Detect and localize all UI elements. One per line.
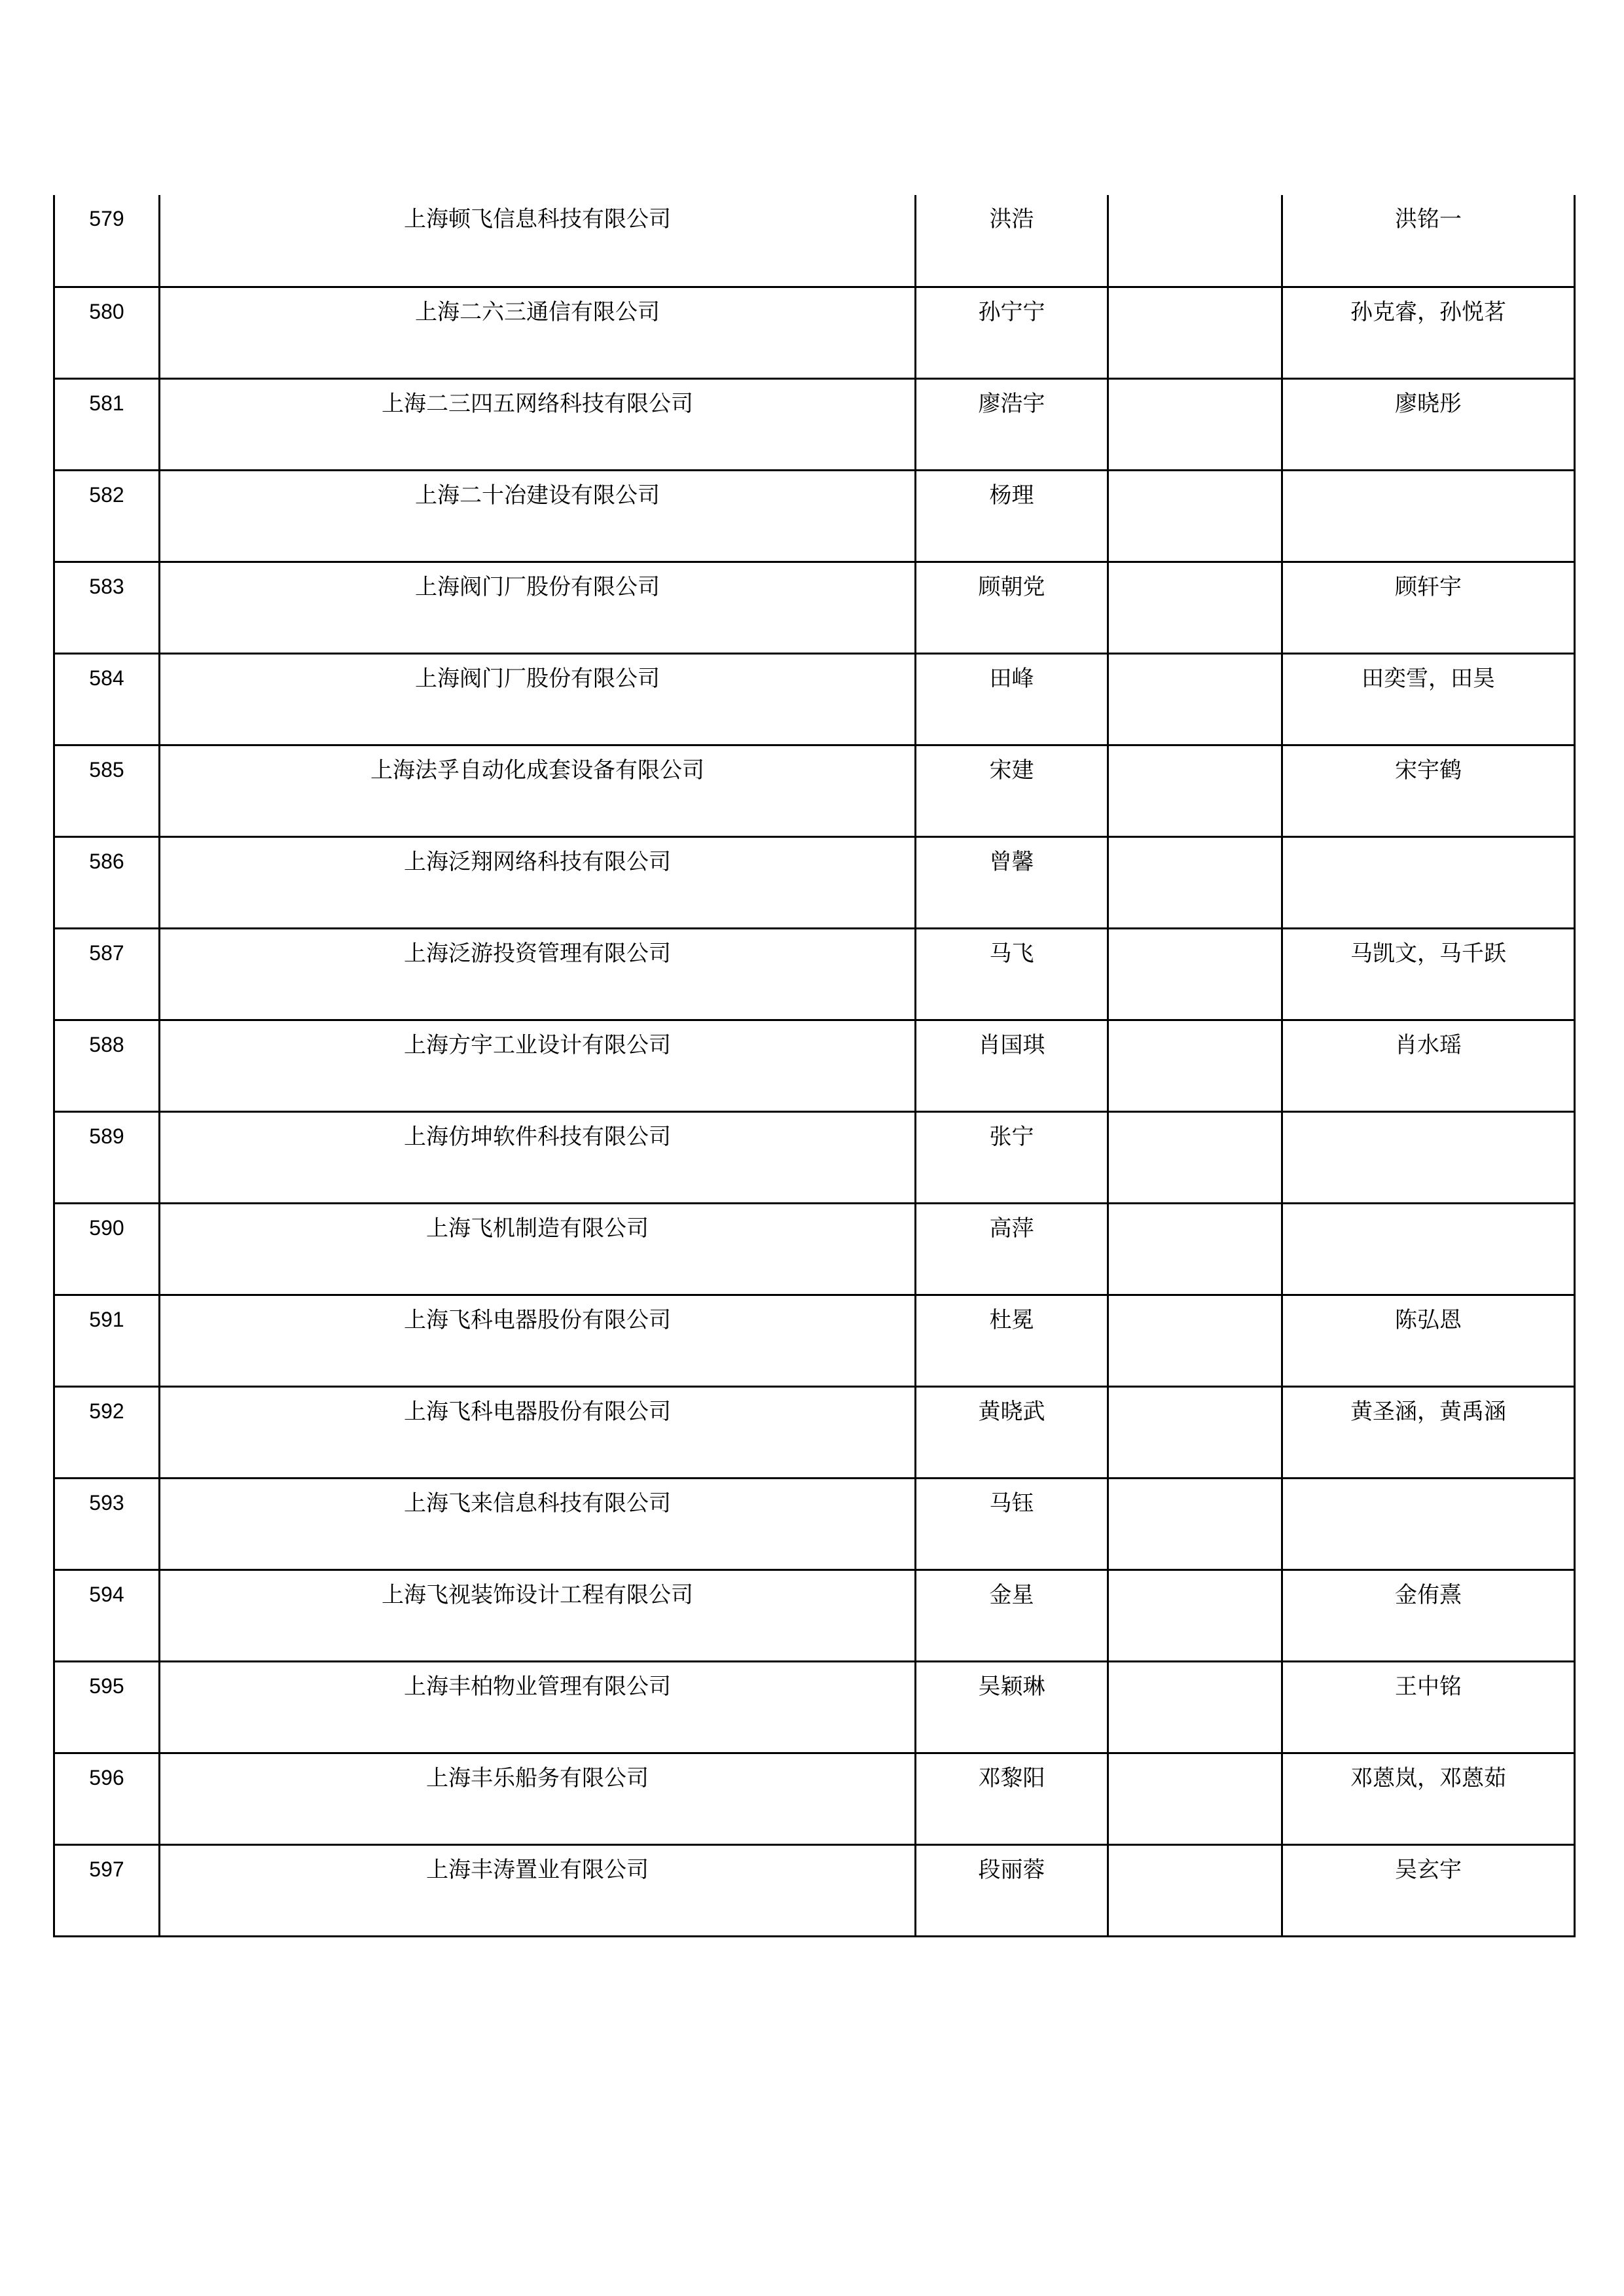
blank-cell: [1108, 1295, 1282, 1386]
table-row: [54, 1661, 1575, 1753]
company-name-cell: 上海丰涛置业有限公司: [160, 1844, 916, 1936]
children-names-cell: 廖晓彤: [1282, 378, 1575, 470]
employee-name-cell: 张宁: [916, 1111, 1108, 1203]
blank-cell: [1108, 1570, 1282, 1661]
table-row: [54, 1111, 1575, 1203]
blank-cell: [1108, 1020, 1282, 1111]
blank-cell: [1108, 1753, 1282, 1844]
employee-name-cell: 廖浩宇: [916, 378, 1108, 470]
company-name-cell: 上海阀门厂股份有限公司: [160, 562, 916, 653]
company-name-cell: 上海二六三通信有限公司: [160, 287, 916, 378]
table-row: [54, 1844, 1575, 1936]
employee-name-cell: 邓黎阳: [916, 1753, 1108, 1844]
table-row: [54, 1478, 1575, 1570]
employee-name-cell: 黄晓武: [916, 1386, 1108, 1478]
children-names-cell: [1282, 1203, 1575, 1295]
employee-name-cell: 马钰: [916, 1478, 1108, 1570]
row-number: 581: [54, 378, 160, 470]
employee-name-cell: 孙宁宁: [916, 287, 1108, 378]
blank-cell: [1108, 1203, 1282, 1295]
company-name-cell: 上海飞视装饰设计工程有限公司: [160, 1570, 916, 1661]
employee-name-cell: 顾朝党: [916, 562, 1108, 653]
blank-cell: [1108, 928, 1282, 1020]
row-number: 591: [54, 1295, 160, 1386]
row-number: 595: [54, 1661, 160, 1753]
children-names-cell: 顾轩宇: [1282, 562, 1575, 653]
company-name-cell: 上海飞科电器股份有限公司: [160, 1295, 916, 1386]
employee-name-cell: 杜冕: [916, 1295, 1108, 1386]
roster-table-body: [54, 195, 1575, 1936]
children-names-cell: 陈弘恩: [1282, 1295, 1575, 1386]
company-name-cell: 上海方宇工业设计有限公司: [160, 1020, 916, 1111]
table-row: [54, 1295, 1575, 1386]
row-number: 593: [54, 1478, 160, 1570]
row-number: 597: [54, 1844, 160, 1936]
company-name-cell: 上海阀门厂股份有限公司: [160, 653, 916, 745]
table-row: [54, 745, 1575, 836]
row-number: 589: [54, 1111, 160, 1203]
employee-name-cell: 田峰: [916, 653, 1108, 745]
row-number: 585: [54, 745, 160, 836]
children-names-cell: [1282, 1111, 1575, 1203]
row-number: 583: [54, 562, 160, 653]
blank-cell: [1108, 836, 1282, 928]
employee-name-cell: 杨理: [916, 470, 1108, 562]
blank-cell: [1108, 562, 1282, 653]
table-row: [54, 470, 1575, 562]
company-name-cell: 上海二三四五网络科技有限公司: [160, 378, 916, 470]
table-row: [54, 195, 1575, 287]
children-names-cell: 王中铭: [1282, 1661, 1575, 1753]
company-name-cell: 上海顿飞信息科技有限公司: [160, 195, 916, 287]
blank-cell: [1108, 653, 1282, 745]
employee-name-cell: 曾馨: [916, 836, 1108, 928]
row-number: 587: [54, 928, 160, 1020]
table-row: [54, 836, 1575, 928]
blank-cell: [1108, 745, 1282, 836]
blank-cell: [1108, 378, 1282, 470]
table-row: [54, 287, 1575, 378]
children-names-cell: [1282, 470, 1575, 562]
employee-name-cell: 吴颖琳: [916, 1661, 1108, 1753]
table-row: [54, 1570, 1575, 1661]
company-name-cell: 上海丰乐船务有限公司: [160, 1753, 916, 1844]
table-row: [54, 1203, 1575, 1295]
employee-name-cell: 金星: [916, 1570, 1108, 1661]
children-names-cell: 肖水瑶: [1282, 1020, 1575, 1111]
row-number: 596: [54, 1753, 160, 1844]
blank-cell: [1108, 1386, 1282, 1478]
row-number: 592: [54, 1386, 160, 1478]
table-row: [54, 378, 1575, 470]
blank-cell: [1108, 1844, 1282, 1936]
employee-name-cell: 宋建: [916, 745, 1108, 836]
row-number: 584: [54, 653, 160, 745]
children-names-cell: 吴玄宇: [1282, 1844, 1575, 1936]
company-name-cell: 上海飞机制造有限公司: [160, 1203, 916, 1295]
employee-name-cell: 马飞: [916, 928, 1108, 1020]
company-name-cell: 上海丰柏物业管理有限公司: [160, 1661, 916, 1753]
company-name-cell: 上海飞来信息科技有限公司: [160, 1478, 916, 1570]
employee-name-cell: 肖国琪: [916, 1020, 1108, 1111]
children-names-cell: [1282, 1478, 1575, 1570]
employee-name-cell: 高萍: [916, 1203, 1108, 1295]
children-names-cell: 邓蒽岚，邓蒽茹: [1282, 1753, 1575, 1844]
company-name-cell: 上海法孚自动化成套设备有限公司: [160, 745, 916, 836]
blank-cell: [1108, 1478, 1282, 1570]
company-name-cell: 上海飞科电器股份有限公司: [160, 1386, 916, 1478]
table-row: [54, 1386, 1575, 1478]
row-number: 580: [54, 287, 160, 378]
row-number: 582: [54, 470, 160, 562]
table-row: [54, 1020, 1575, 1111]
row-number: 579: [54, 195, 160, 287]
row-number: 590: [54, 1203, 160, 1295]
table-row: [54, 562, 1575, 653]
children-names-cell: 洪铭一: [1282, 195, 1575, 287]
roster-table: [53, 195, 1576, 1937]
row-number: 586: [54, 836, 160, 928]
blank-cell: [1108, 195, 1282, 287]
company-name-cell: 上海仿坤软件科技有限公司: [160, 1111, 916, 1203]
table-row: [54, 1753, 1575, 1844]
children-names-cell: [1282, 836, 1575, 928]
company-name-cell: 上海泛翔网络科技有限公司: [160, 836, 916, 928]
children-names-cell: 宋宇鹤: [1282, 745, 1575, 836]
children-names-cell: 金侑熹: [1282, 1570, 1575, 1661]
children-names-cell: 田奕雪，田昊: [1282, 653, 1575, 745]
blank-cell: [1108, 470, 1282, 562]
employee-name-cell: 段丽蓉: [916, 1844, 1108, 1936]
employee-name-cell: 洪浩: [916, 195, 1108, 287]
row-number: 588: [54, 1020, 160, 1111]
blank-cell: [1108, 1111, 1282, 1203]
children-names-cell: 马凯文，马千跃: [1282, 928, 1575, 1020]
children-names-cell: 孙克睿，孙悦茗: [1282, 287, 1575, 378]
company-name-cell: 上海二十冶建设有限公司: [160, 470, 916, 562]
children-names-cell: 黄圣涵，黄禹涵: [1282, 1386, 1575, 1478]
row-number: 594: [54, 1570, 160, 1661]
table-row: [54, 928, 1575, 1020]
company-name-cell: 上海泛游投资管理有限公司: [160, 928, 916, 1020]
blank-cell: [1108, 287, 1282, 378]
table-row: [54, 653, 1575, 745]
blank-cell: [1108, 1661, 1282, 1753]
